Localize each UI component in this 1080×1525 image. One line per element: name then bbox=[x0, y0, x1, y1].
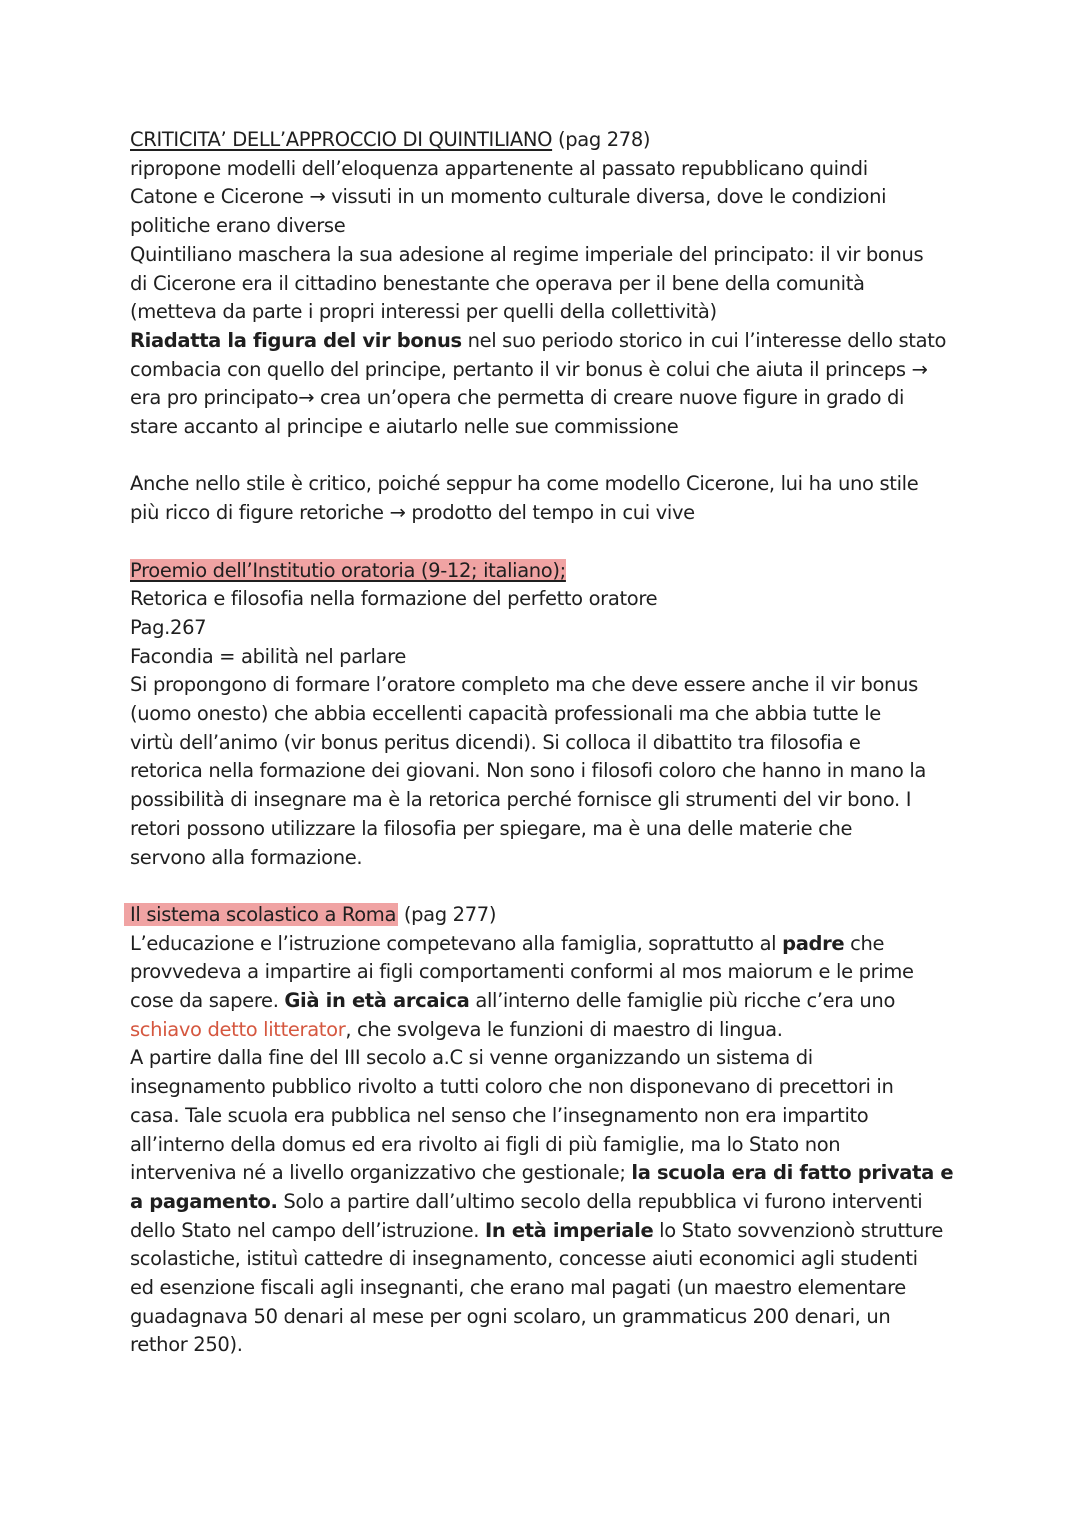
paragraph-line: Si propongono di formare l’oratore completo ma che deve essere anche il vir bonus bbox=[130, 673, 918, 697]
section-sistema-scolastico bbox=[130, 901, 960, 1360]
definition: Facondia = abilità nel parlare bbox=[130, 644, 407, 668]
section-proemio bbox=[130, 557, 960, 873]
section-heading bbox=[130, 557, 960, 586]
paragraph-line: dello Stato nel campo dell’istruzione. In età imperiale lo Stato sovvenzionò strutture bbox=[130, 1218, 943, 1242]
paragraph-line: di Cicerone era il cittadino benestante che operava per il bene della comunità bbox=[130, 271, 865, 295]
paragraph-line: interveniva né a livello organizzativo che gestionale; la scuola era di fatto privata e bbox=[130, 1161, 954, 1185]
highlighted-heading: Il sistema scolastico a Roma bbox=[124, 903, 398, 926]
paragraph-line: schiavo detto litterator, che svolgeva le funzioni di maestro di lingua. bbox=[130, 1017, 783, 1041]
paragraph-line: L’educazione e l’istruzione competevano alla famiglia, soprattutto al padre che bbox=[130, 931, 885, 955]
red-phrase: schiavo detto litterator bbox=[130, 1017, 346, 1041]
paragraph-line: Riadatta la figura del vir bonus nel suo periodo storico in cui l’interesse dello stato bbox=[130, 328, 947, 352]
paragraph-line: ed esenzione fiscali agli insegnanti, che erano mal pagati (un maestro elementare bbox=[130, 1276, 906, 1300]
paragraph-line: virtù dell’animo (vir bonus peritus dicendi). Si colloca il dibattito tra filosofia e bbox=[130, 730, 861, 754]
paragraph-line: più ricco di figure retoriche → prodotto del tempo in cui vive bbox=[130, 501, 695, 525]
paragraph-line: era pro principato→ crea un’opera che permetta di creare nuove figure in grado di bbox=[130, 386, 905, 410]
paragraph-line: all’interno della domus ed era rivolto ai figli di più famiglie, ma lo Stato non bbox=[130, 1132, 841, 1156]
paragraph-line: stare accanto al principe e aiutarlo nelle sue commissione bbox=[130, 415, 679, 439]
section-subtitle: Retorica e filosofia nella formazione del perfetto oratore bbox=[130, 587, 658, 611]
paragraph-line: servono alla formazione. bbox=[130, 845, 363, 869]
paragraph-line: provvedeva a impartire ai figli comportamenti conformi al mos maiorum e le prime bbox=[130, 960, 914, 984]
document-page bbox=[130, 126, 960, 1360]
paragraph-line: guadagnava 50 denari al mese per ogni scolaro, un grammaticus 200 denari, un bbox=[130, 1304, 891, 1328]
bold-phrase: Riadatta la figura del vir bonus bbox=[130, 328, 462, 352]
paragraph-line: Anche nello stile è critico, poiché seppur ha come modello Cicerone, lui ha uno stile bbox=[130, 472, 919, 496]
paragraph-line: A partire dalla fine del III secolo a.C si venne organizzando un sistema di bbox=[130, 1046, 813, 1070]
page-reference: Pag.267 bbox=[130, 615, 207, 639]
section-criticita bbox=[130, 126, 960, 528]
paragraph-line: scolastiche, istituì cattedre di insegnamento, concesse aiuti economici agli studenti bbox=[130, 1247, 918, 1271]
paragraph-line: insegnamento pubblico rivolto a tutti coloro che non disponevano di precettori in bbox=[130, 1075, 894, 1099]
paragraph-line: ripropone modelli dell’eloquenza appartenente al passato repubblicano quindi bbox=[130, 156, 868, 180]
paragraph-line: Catone e Cicerone → vissuti in un momento culturale diversa, dove le condizioni bbox=[130, 185, 887, 209]
paragraph-line: Quintiliano maschera la sua adesione al regime imperiale del principato: il vir bonus bbox=[130, 242, 924, 266]
paragraph-line: (uomo onesto) che abbia eccellenti capacità professionali ma che abbia tutte le bbox=[130, 702, 881, 726]
paragraph-line: rethor 250). bbox=[130, 1333, 243, 1357]
highlighted-heading: Proemio dell’Institutio oratoria (9-12; italiano); bbox=[130, 558, 566, 582]
paragraph-line: possibilità di insegnare ma è la retorica perché fornisce gli strumenti del vir bono. I bbox=[130, 788, 912, 812]
section-heading: CRITICITA’ DELL’APPROCCIO DI QUINTILIANO (pag 278) bbox=[130, 128, 651, 151]
paragraph-line: (metteva da parte i propri interessi per quelli della collettività) bbox=[130, 300, 717, 324]
paragraph-line: a pagamento. Solo a partire dall’ultimo secolo della repubblica vi furono interventi bbox=[130, 1189, 923, 1213]
paragraph-line: combacia con quello del principe, pertanto il vir bonus è colui che aiuta il princeps → bbox=[130, 357, 928, 381]
paragraph-line: politiche erano diverse bbox=[130, 214, 346, 238]
paragraph-line: casa. Tale scuola era pubblica nel senso che l’insegnamento non era impartito bbox=[130, 1103, 869, 1127]
paragraph-line: retorica nella formazione dei giovani. Non sono i filosofi coloro che hanno in mano la bbox=[130, 759, 927, 783]
paragraph-line: cose da sapere. Già in età arcaica all’interno delle famiglie più ricche c’era uno bbox=[130, 989, 896, 1013]
section-heading: Il sistema scolastico a Roma (pag 277) bbox=[130, 901, 960, 930]
paragraph-line: retori possono utilizzare la filosofia per spiegare, ma è una delle materie che bbox=[130, 816, 853, 840]
